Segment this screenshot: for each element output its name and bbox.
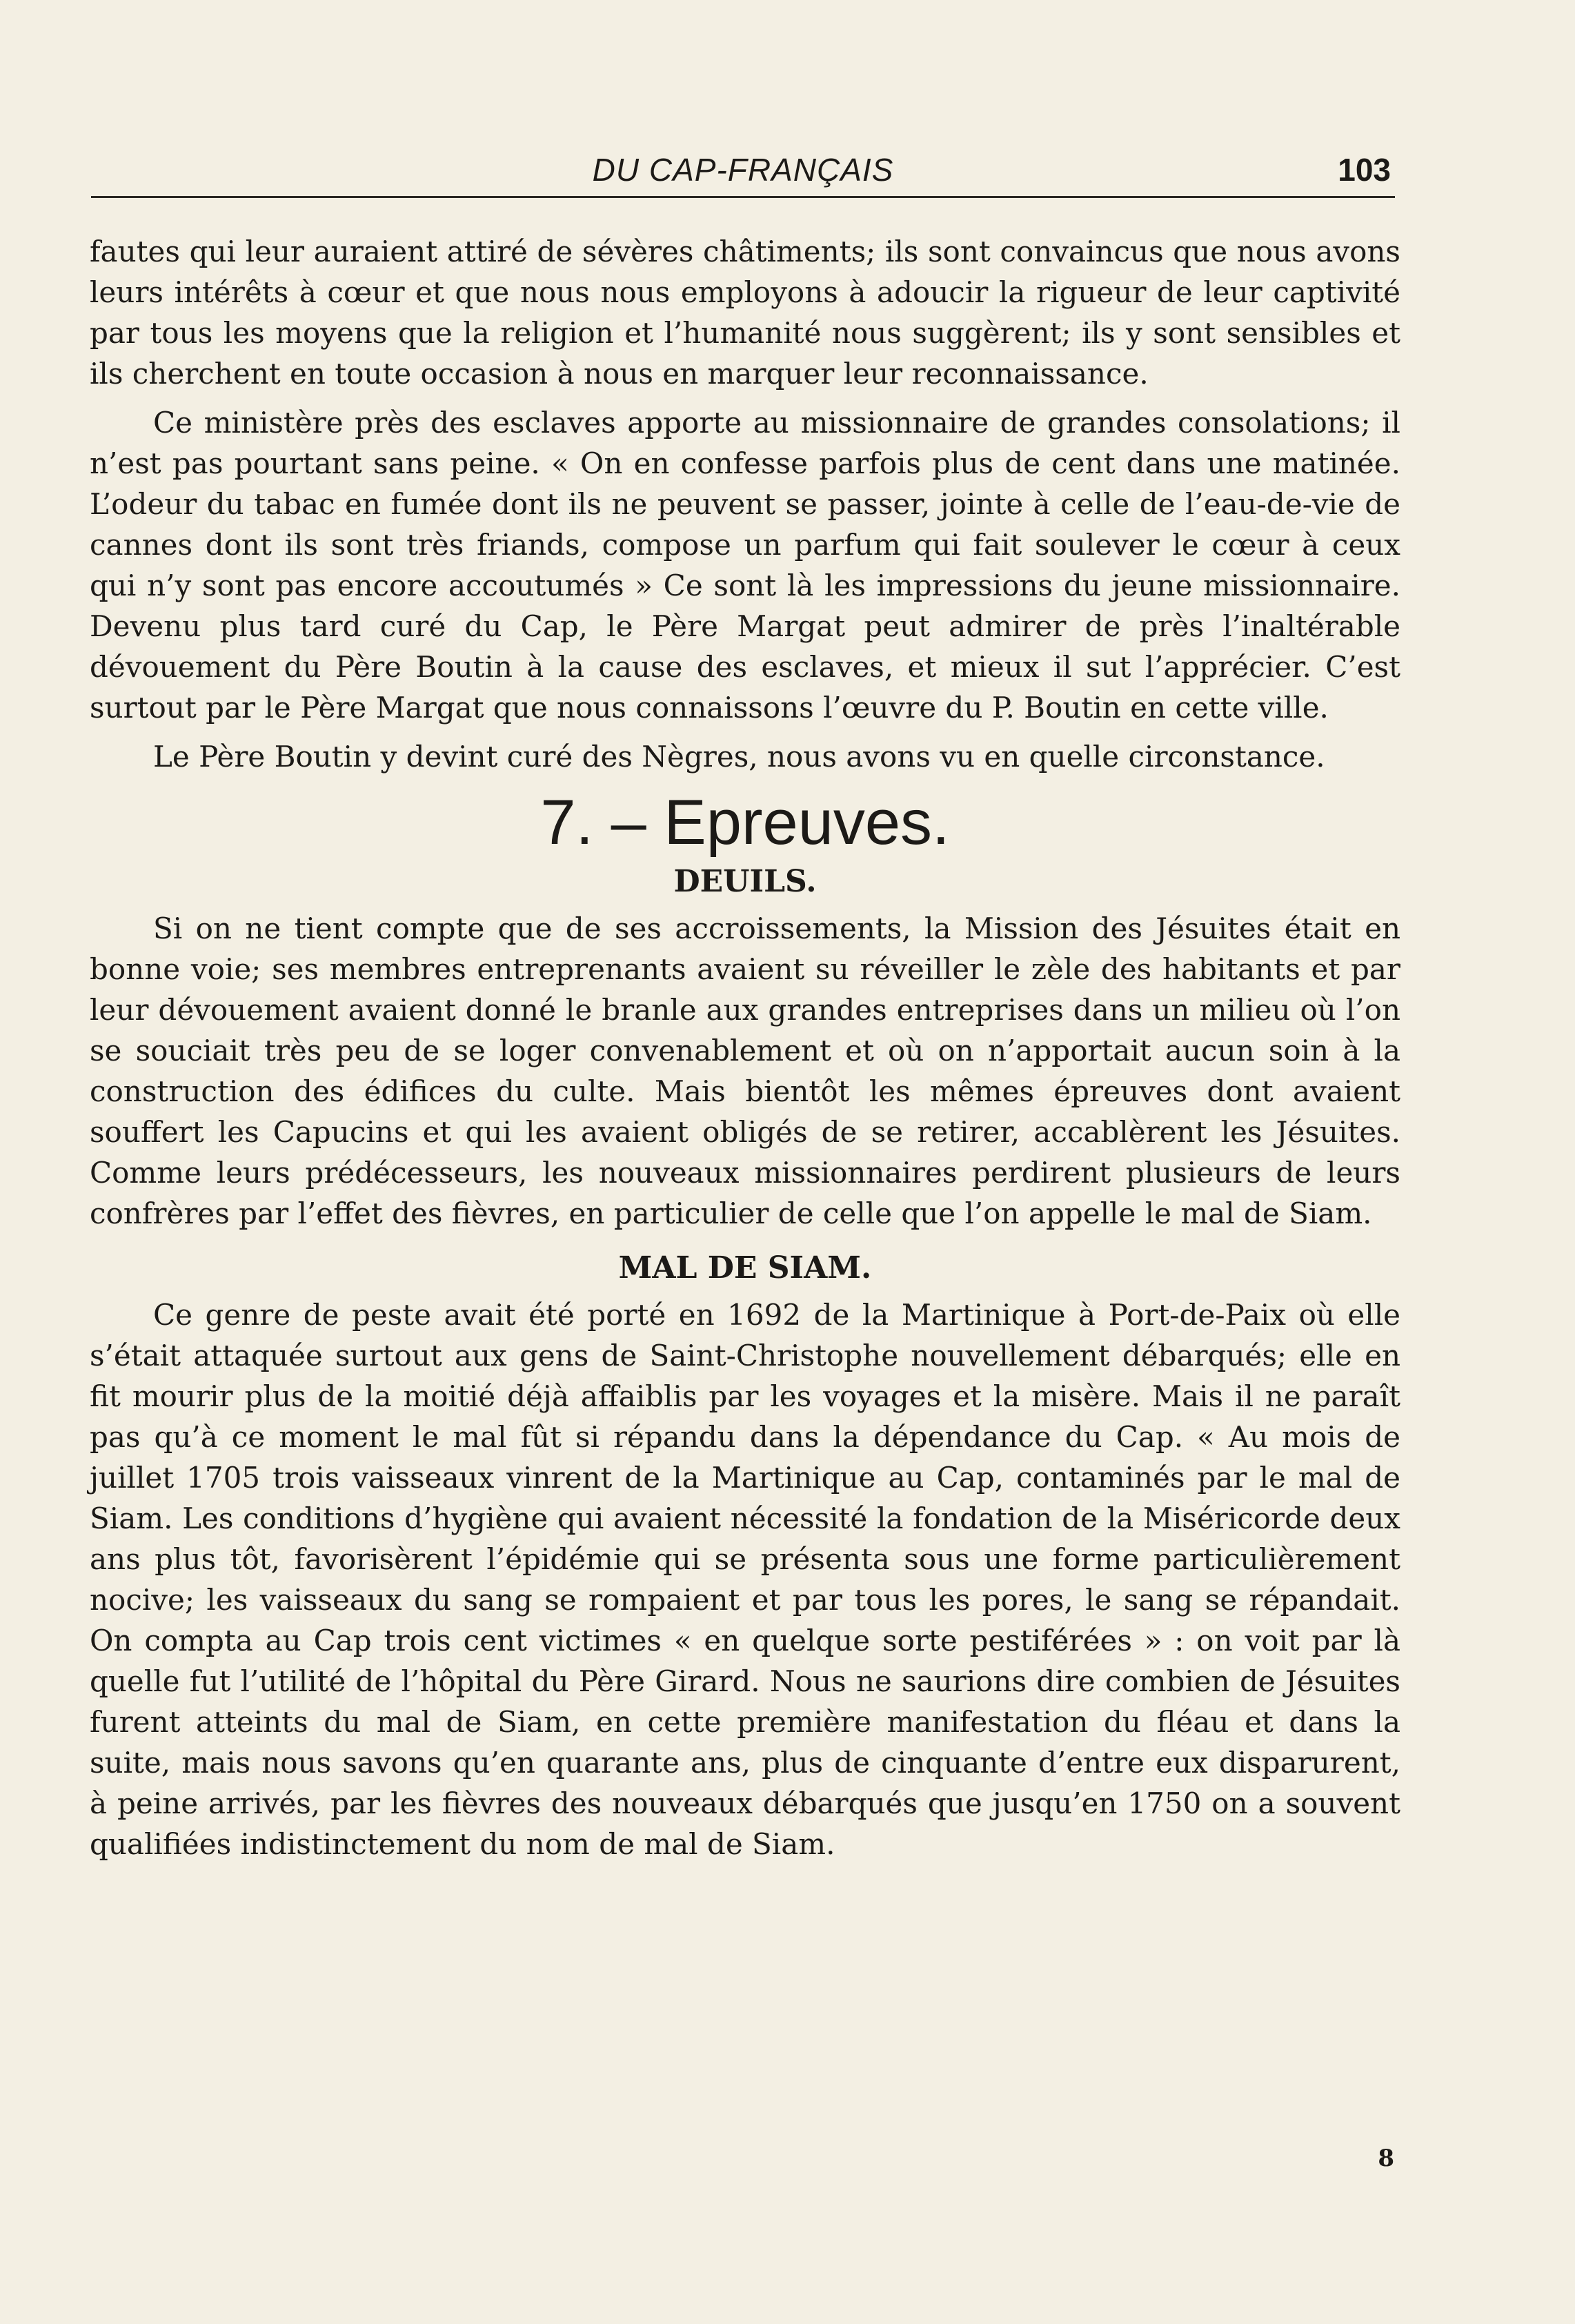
paragraph-peste: Ce genre de peste avait été porté en 1692 de la Martinique à Port-de-Paix où elle s’était attaquée surtout aux gens de Saint-Christophe nouvellement débarqués; elle en fit mourir plus de la moitié déjà affaiblis par les voyages et la misère. Mais il ne paraît pas qu’à ce moment le mal fût si répandu dans la dépendance du Cap. « Au mois de juillet 1705 trois vaisseaux vinrent de la Martinique au Cap, contaminés par le mal de Siam. Les conditions d’hygiène qui avaient nécessité la fondation de la Miséricorde deux ans plus tôt, favorisèrent l’épidémie qui se présenta sous une forme particulièrement nocive; les vaisseaux du sang se rompaient et par tous les pores, le sang se répandait. On compta au Cap trois cent victimes « en quelque sorte pestiférées » : on voit par là quelle fut l’utilité de l’hôpital du Père Girard. Nous ne saurions dire combien de Jésuites furent atteints du mal de Siam, en cette première manifestation du fléau et dans la suite, mais nous savons qu’en quarante ans, plus de cinquante d’entre eux disparurent, à peine arrivés, par les fièvres des nouveaux débarqués que jusqu’en 1750 on a souvent qualifiées indistinctement du nom de mal de Siam. xyxy=(90,1298,1400,1861)
paragraph-continuation: fautes qui leur auraient attiré de sévères châtiments; ils sont convaincus que nous avons leurs intérêts à cœur et que nous nous employons à adoucir la rigueur de leur captivité par tous les moyens que la religion et l’humanité nous suggèrent; ils y sont sensibles et ils cherchent en toute occasion à nous en marquer leur reconnaissance. xyxy=(90,235,1400,391)
section-title: 7. – Epreuves. xyxy=(540,787,950,858)
subheading-deuils: DEUILS. xyxy=(673,864,817,899)
page-header xyxy=(91,150,1395,198)
running-title: DU CAP-FRANÇAIS xyxy=(592,152,894,188)
page-number: 103 xyxy=(1338,152,1391,188)
paragraph-mission: Si on ne tient compte que de ses accroissements, la Mission des Jésuites était en bonne voie; ses membres entreprenants avaient su réveiller le zèle des habitants et par leur dévouement avaient donné le branle aux grandes entreprises dans un milieu où l’on se souciait très peu de se loger convenablement et où on n’apportait aucun soin à la construction des édifices du culte. Mais bientôt les mêmes épreuves dont avaient souffert les Capucins et qui les avaient obligés de se retirer, accablèrent les Jésuites. Comme leurs prédécesseurs, les nouveaux missionnaires perdirent plusieurs de leurs confrères par l’effet des fièvres, en particulier de celle que l’on appelle le mal de Siam. xyxy=(90,912,1400,1230)
paragraph-ministere: Ce ministère près des esclaves apporte au missionnaire de grandes consolations; il n’est pas pourtant sans peine. « On en confesse parfois plus de cent dans une matinée. L’odeur du tabac en fumée dont ils ne peuvent se passer, jointe à celle de l’eau-de-vie de cannes dont ils sont très friands, compose un parfum qui fait soulever le cœur à ceux qui n’y sont pas encore accoutumés » Ce sont là les impressions du jeune missionnaire. Devenu plus tard curé du Cap, le Père Margat peut admirer de près l’inaltérable dévouement du Père Boutin à la cause des esclaves, et mieux il sut l’apprécier. C’est surtout par le Père Margat que nous connaissons l’œuvre du P. Boutin en cette ville. xyxy=(90,406,1400,725)
body-text xyxy=(90,231,1400,1873)
signature-mark: 8 xyxy=(1378,2145,1394,2172)
subheading-mal-de-siam: MAL DE SIAM. xyxy=(618,1250,872,1286)
paragraph-cure-des-negres: Le Père Boutin y devint curé des Nègres, nous avons vu en quelle circonstance. xyxy=(153,740,1325,774)
